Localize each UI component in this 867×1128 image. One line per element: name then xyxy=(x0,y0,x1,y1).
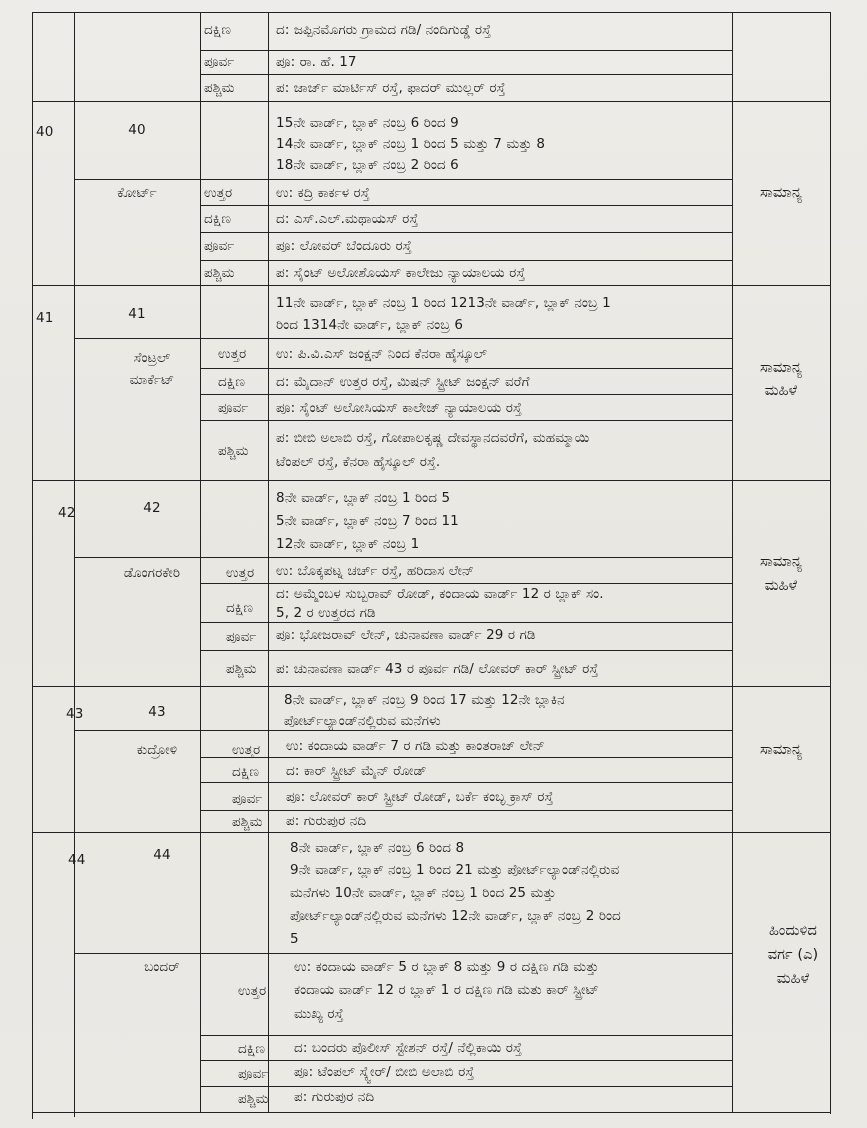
row-separator xyxy=(32,480,831,481)
boundary-north: ಉ: ಕಂದಾಯ ವಾರ್ಡ್ 7 ರ ಗಡಿ ಮತ್ತು ಕಾಂತರಾಜ್ ಲೇನ್ xyxy=(286,738,545,754)
boundary-north: ಉ: ಬೊಕ್ಕಪಟ್ನ ಚರ್ಚ್ ರಸ್ತೆ, ಹರಿದಾಸ ಲೇನ್ xyxy=(276,563,475,579)
direction-label-south: ದಕ್ಷಿಣ xyxy=(226,600,254,616)
block-line: ರಿಂದ 1314ನೇ ವಾರ್ಡ್, ಬ್ಲಾಕ್ ನಂಬ್ರ 6 xyxy=(276,317,464,333)
block-line: 12ನೇ ವಾರ್ಡ್, ಬ್ಲಾಕ್ ನಂಬ್ರ 1 xyxy=(276,536,420,552)
direction-label-east: ಪೂರ್ವ xyxy=(204,238,235,254)
row-separator xyxy=(32,832,831,833)
direction-label-west: ಪಶ್ಚಿಮ xyxy=(232,814,263,830)
serial-number: 42 xyxy=(58,505,76,521)
boundary-east: ಪೂ: ಟೆಂಪಲ್ ಸ್ಕ್ವೇರ್/ ಬೀಬಿ ಅಲಾಬಿ ರಸ್ತೆ xyxy=(294,1064,475,1080)
direction-label-east: ಪೂರ್ವ xyxy=(238,1066,269,1082)
boundary-north: ಉ: ಕದ್ರಿ ಕಾರ್ಕಳ ರಸ್ತೆ xyxy=(276,185,370,201)
boundary-east: ಪೂ: ಸೈಂಟ್ ಅಲೋಸಿಯಸ್ ಕಾಲೇಜ್ ನ್ಯಾಯಾಲಯ ರಸ್ತೆ xyxy=(276,400,522,416)
ward-number: 40 xyxy=(128,122,146,138)
column-divider-dir xyxy=(268,12,269,1112)
reservation-category: ಹಿಂದುಳಿದ xyxy=(768,923,818,939)
direction-label-south: ದಕ್ಷಿಣ xyxy=(218,374,246,390)
block-line: 15ನೇ ವಾರ್ಡ್, ಬ್ಲಾಕ್ ನಂಬ್ರ 6 ರಿಂದ 9 xyxy=(276,115,459,131)
direction-label-south: ದಕ್ಷಿಣ xyxy=(204,211,232,227)
boundary-south: ದ: ಜಪ್ಪಿನಮೊಗರು ಗ್ರಾಮದ ಗಡಿ/ ನಂದಿಗುಡ್ಡೆ ರಸ್ತೆ xyxy=(276,22,492,38)
serial-number: 41 xyxy=(36,310,54,326)
boundary-west: ಪ: ಸೈಂಟ್ ಅಲೋಶೊಯಸ್ ಕಾಲೇಜು ನ್ಯಾಯಾಲಯ ರಸ್ತೆ xyxy=(276,265,526,281)
table-border-left xyxy=(32,12,33,1119)
direction-label-west: ಪಶ್ಚಿಮ xyxy=(204,80,235,96)
boundary-east: ಪೂ: ಲೋವರ್ ಬೆಂದೂರು ರಸ್ತೆ xyxy=(276,238,412,254)
ward-number: 44 xyxy=(153,847,171,863)
boundary-east: ಪೂ: ಲೋವರ್ ಕಾರ್ ಸ್ಟ್ರೀಟ್ ರೋಡ್, ಬರ್ಕೆ ಕಂಬ್ಳ ಕ್ರಾಸ್ ರಸ್ತೆ xyxy=(286,789,554,805)
direction-label-north: ಉತ್ತರ xyxy=(238,983,267,999)
table-border-bottom xyxy=(32,1112,831,1113)
reservation-category: ಸಾಮಾನ್ಯ xyxy=(759,742,803,758)
boundary-south: ದ: ಅಮ್ಮೆಂಬಳ ಸುಬ್ಬರಾವ್ ರೋಡ್, ಕಂದಾಯ ವಾರ್ಡ್ 12 ರ ಬ್ಲಾಕ್ ಸಂ. xyxy=(276,586,604,602)
reservation-category: ವರ್ಗ (ಎ) xyxy=(767,947,819,963)
reservation-category: ಮಹಿಳೆ xyxy=(764,383,798,399)
block-line: 5 xyxy=(290,931,299,947)
direction-label-west: ಪಶ್ಚಿಮ xyxy=(226,661,257,677)
row-separator xyxy=(32,101,831,102)
direction-label-east: ಪೂರ್ವ xyxy=(218,400,249,416)
row-separator xyxy=(32,285,831,286)
ward-number: 43 xyxy=(148,704,166,720)
serial-number: 43 xyxy=(66,706,84,722)
boundary-south: ದ: ಎಸ್.ಎಲ್.ಮಥಾಯಸ್ ರಸ್ತೆ xyxy=(276,211,419,227)
boundary-north: ಮುಖ್ಯ ರಸ್ತೆ xyxy=(294,1006,344,1022)
column-divider-ward xyxy=(200,12,201,1112)
block-line: 5ನೇ ವಾರ್ಡ್, ಬ್ಲಾಕ್ ನಂಬ್ರ 7 ರಿಂದ 11 xyxy=(276,513,459,529)
boundary-north: ಕಂದಾಯ ವಾರ್ಡ್ 12 ರ ಬ್ಲಾಕ್ 1 ರ ದಕ್ಷಿಣ ಗಡಿ ಮತು ಕಾರ್ ಸ್ಟ್ರೀಟ್ xyxy=(294,982,599,998)
ward-name: ಬಂದರ್ xyxy=(144,959,180,975)
table-border-right xyxy=(830,12,831,1114)
ward-name: ಕುದ್ರೋಳಿ xyxy=(136,742,178,758)
direction-label-east: ಪೂರ್ವ xyxy=(204,54,235,70)
boundary-west: ಪ: ಚುನಾವಣಾ ವಾರ್ಡ್ 43 ರ ಪೂರ್ವ ಗಡಿ/ ಲೋವರ್ ಕಾರ್ ಸ್ಟ್ರೀಟ್ ರಸ್ತೆ xyxy=(276,661,599,677)
direction-label-east: ಪೂರ್ವ xyxy=(232,791,263,807)
boundary-south: ದ: ಮೈದಾನ್ ಉತ್ತರ ರಸ್ತೆ, ಮಿಷನ್ ಸ್ಟ್ರೀಟ್ ಜಂಕ್ಷನ್ ವರೆಗೆ xyxy=(276,374,530,390)
boundary-south: ದ: ಬಂದರು ಪೊಲೀಸ್ ಸ್ಟೇಶನ್ ರಸ್ತೆ/ ನೆಲ್ಲಿಕಾಯಿ ರಸ್ತೆ xyxy=(294,1040,522,1056)
block-line: 14ನೇ ವಾರ್ಡ್, ಬ್ಲಾಕ್ ನಂಬ್ರ 1 ರಿಂದ 5 ಮತ್ತು 7 ಮತ್ತು 8 xyxy=(276,136,546,152)
direction-label-east: ಪೂರ್ವ xyxy=(226,629,257,645)
boundary-west: ಪ: ಜಾರ್ಜ್ ಮಾರ್ಟಿಸ್ ರಸ್ತೆ, ಫಾದರ್ ಮುಲ್ಲರ್ ರಸ್ತೆ xyxy=(276,80,506,96)
direction-label-north: ಉತ್ತರ xyxy=(226,565,255,581)
block-line: ಮನೆಗಳು 10ನೇ ವಾರ್ಡ್, ಬ್ಲಾಕ್ ನಂಬ್ರ 1 ರಿಂದ 25 ಮತ್ತು xyxy=(290,885,557,901)
ward-name-line: ಮಾರ್ಕೆಟ್ xyxy=(129,372,175,388)
direction-label-west: ಪಶ್ಚಿಮ xyxy=(218,443,249,459)
boundary-north: ಉ: ಪಿ.ವಿ.ಎಸ್ ಜಂಕ್ಷನ್ ನಿಂದ ಕೆನರಾ ಹೈಸ್ಕೂಲ್ xyxy=(276,346,488,362)
block-line: 9ನೇ ವಾರ್ಡ್, ಬ್ಲಾಕ್ ನಂಬ್ರ 1 ರಿಂದ 21 ಮತ್ತು ಪೋರ್ಟ್‌ಲ್ಯಾಂಡ್‌ನಲ್ಲಿರುವ xyxy=(290,862,620,878)
direction-label-west: ಪಶ್ಚಿಮ xyxy=(238,1091,269,1107)
reservation-category: ಮಹಿಳೆ xyxy=(776,971,810,987)
direction-label-west: ಪಶ್ಚಿಮ xyxy=(204,265,235,281)
block-line: 8ನೇ ವಾರ್ಡ್, ಬ್ಲಾಕ್ ನಂಬ್ರ 1 ರಿಂದ 5 xyxy=(276,490,451,506)
direction-label-north: ಉತ್ತರ xyxy=(204,185,233,201)
direction-label-south: ದಕ್ಷಿಣ xyxy=(238,1041,266,1057)
boundary-east: ಪೂ: ಭೋಜರಾವ್ ಲೇನ್, ಚುನಾವಣಾ ವಾರ್ಡ್ 29 ರ ಗಡಿ xyxy=(276,627,536,643)
ward-name: ಕೋರ್ಟ್ xyxy=(117,185,157,201)
ward-name-line: ಸೆಂಟ್ರಲ್ xyxy=(133,350,171,366)
boundary-west: ಪ: ಗುರುಪುರ ನದಿ xyxy=(286,813,367,829)
direction-label-south: ದಕ್ಷಿಣ xyxy=(204,22,232,38)
reservation-category: ಸಾಮಾನ್ಯ xyxy=(759,185,803,201)
serial-number: 40 xyxy=(36,124,54,140)
boundary-west: ಪ: ಗುರುಪುರ ನದಿ xyxy=(294,1089,375,1105)
boundary-west: ಪ: ಬೀಬಿ ಅಲಾಬಿ ರಸ್ತೆ, ಗೋಪಾಲಕೃಷ್ಣ ದೇವಸ್ಥಾನದವರೆಗೆ, ಮಹಮ್ಮಾಯಿ xyxy=(276,430,590,446)
serial-number: 44 xyxy=(68,852,86,868)
boundary-south: 5, 2 ರ ಉತ್ತರದ ಗಡಿ xyxy=(276,605,376,621)
block-line: 8ನೇ ವಾರ್ಡ್, ಬ್ಲಾಕ್ ನಂಬ್ರ 6 ರಿಂದ 8 xyxy=(290,840,465,856)
block-line: 18ನೇ ವಾರ್ಡ್, ಬ್ಲಾಕ್ ನಂಬ್ರ 2 ರಿಂದ 6 xyxy=(276,157,459,173)
block-line: ಪೋರ್ಟ್‌ಲ್ಯಾಂಡ್‌ನಲ್ಲಿರುವ ಮನೆಗಳು xyxy=(284,713,441,729)
reservation-category: ಸಾಮಾನ್ಯ xyxy=(759,360,803,376)
ward-number: 41 xyxy=(128,306,146,322)
direction-label-north: ಉತ್ತರ xyxy=(232,742,261,758)
ward-name: ಡೊಂಗರಕೇರಿ xyxy=(123,565,181,581)
block-line: 8ನೇ ವಾರ್ಡ್, ಬ್ಲಾಕ್ ನಂಬ್ರ 9 ರಿಂದ 17 ಮತ್ತು 12ನೇ ಬ್ಲಾಕಿನ xyxy=(284,692,565,708)
boundary-west: ಟೆಂಪಲ್ ರಸ್ತೆ, ಕೆನರಾ ಹೈಸ್ಕೂಲ್ ರಸ್ತೆ. xyxy=(276,454,441,470)
reservation-category: ಸಾಮಾನ್ಯ xyxy=(759,554,803,570)
block-line: 11ನೇ ವಾರ್ಡ್, ಬ್ಲಾಕ್ ನಂಬ್ರ 1 ರಿಂದ 1213ನೇ ವಾರ್ಡ್, ಬ್ಲಾಕ್ ನಂಬ್ರ 1 xyxy=(276,295,611,311)
direction-label-north: ಉತ್ತರ xyxy=(218,346,247,362)
boundary-south: ದ: ಕಾರ್ ಸ್ಟ್ರೀಟ್ ಮೈನ್ ರೋಡ್ xyxy=(286,763,427,779)
boundary-east: ಪೂ: ರಾ. ಹೆ. 17 xyxy=(276,54,357,70)
ward-number: 42 xyxy=(143,500,161,516)
direction-label-south: ದಕ್ಷಿಣ xyxy=(232,764,260,780)
boundary-north: ಉ: ಕಂದಾಯ ವಾರ್ಡ್ 5 ರ ಬ್ಲಾಕ್ 8 ಮತ್ತು 9 ರ ದಕ್ಷಿಣ ಗಡಿ ಮತ್ತು xyxy=(294,959,599,975)
block-line: ಪೋರ್ಟ್‌ಲ್ಯಾಂಡ್‌ನಲ್ಲಿರುವ ಮನೆಗಳು 12ನೇ ವಾರ್ಡ್, ಬ್ಲಾಕ್ ನಂಬ್ರ 2 ರಿಂದ xyxy=(290,908,621,924)
reservation-category: ಮಹಿಳೆ xyxy=(764,578,798,594)
row-separator xyxy=(32,686,831,687)
